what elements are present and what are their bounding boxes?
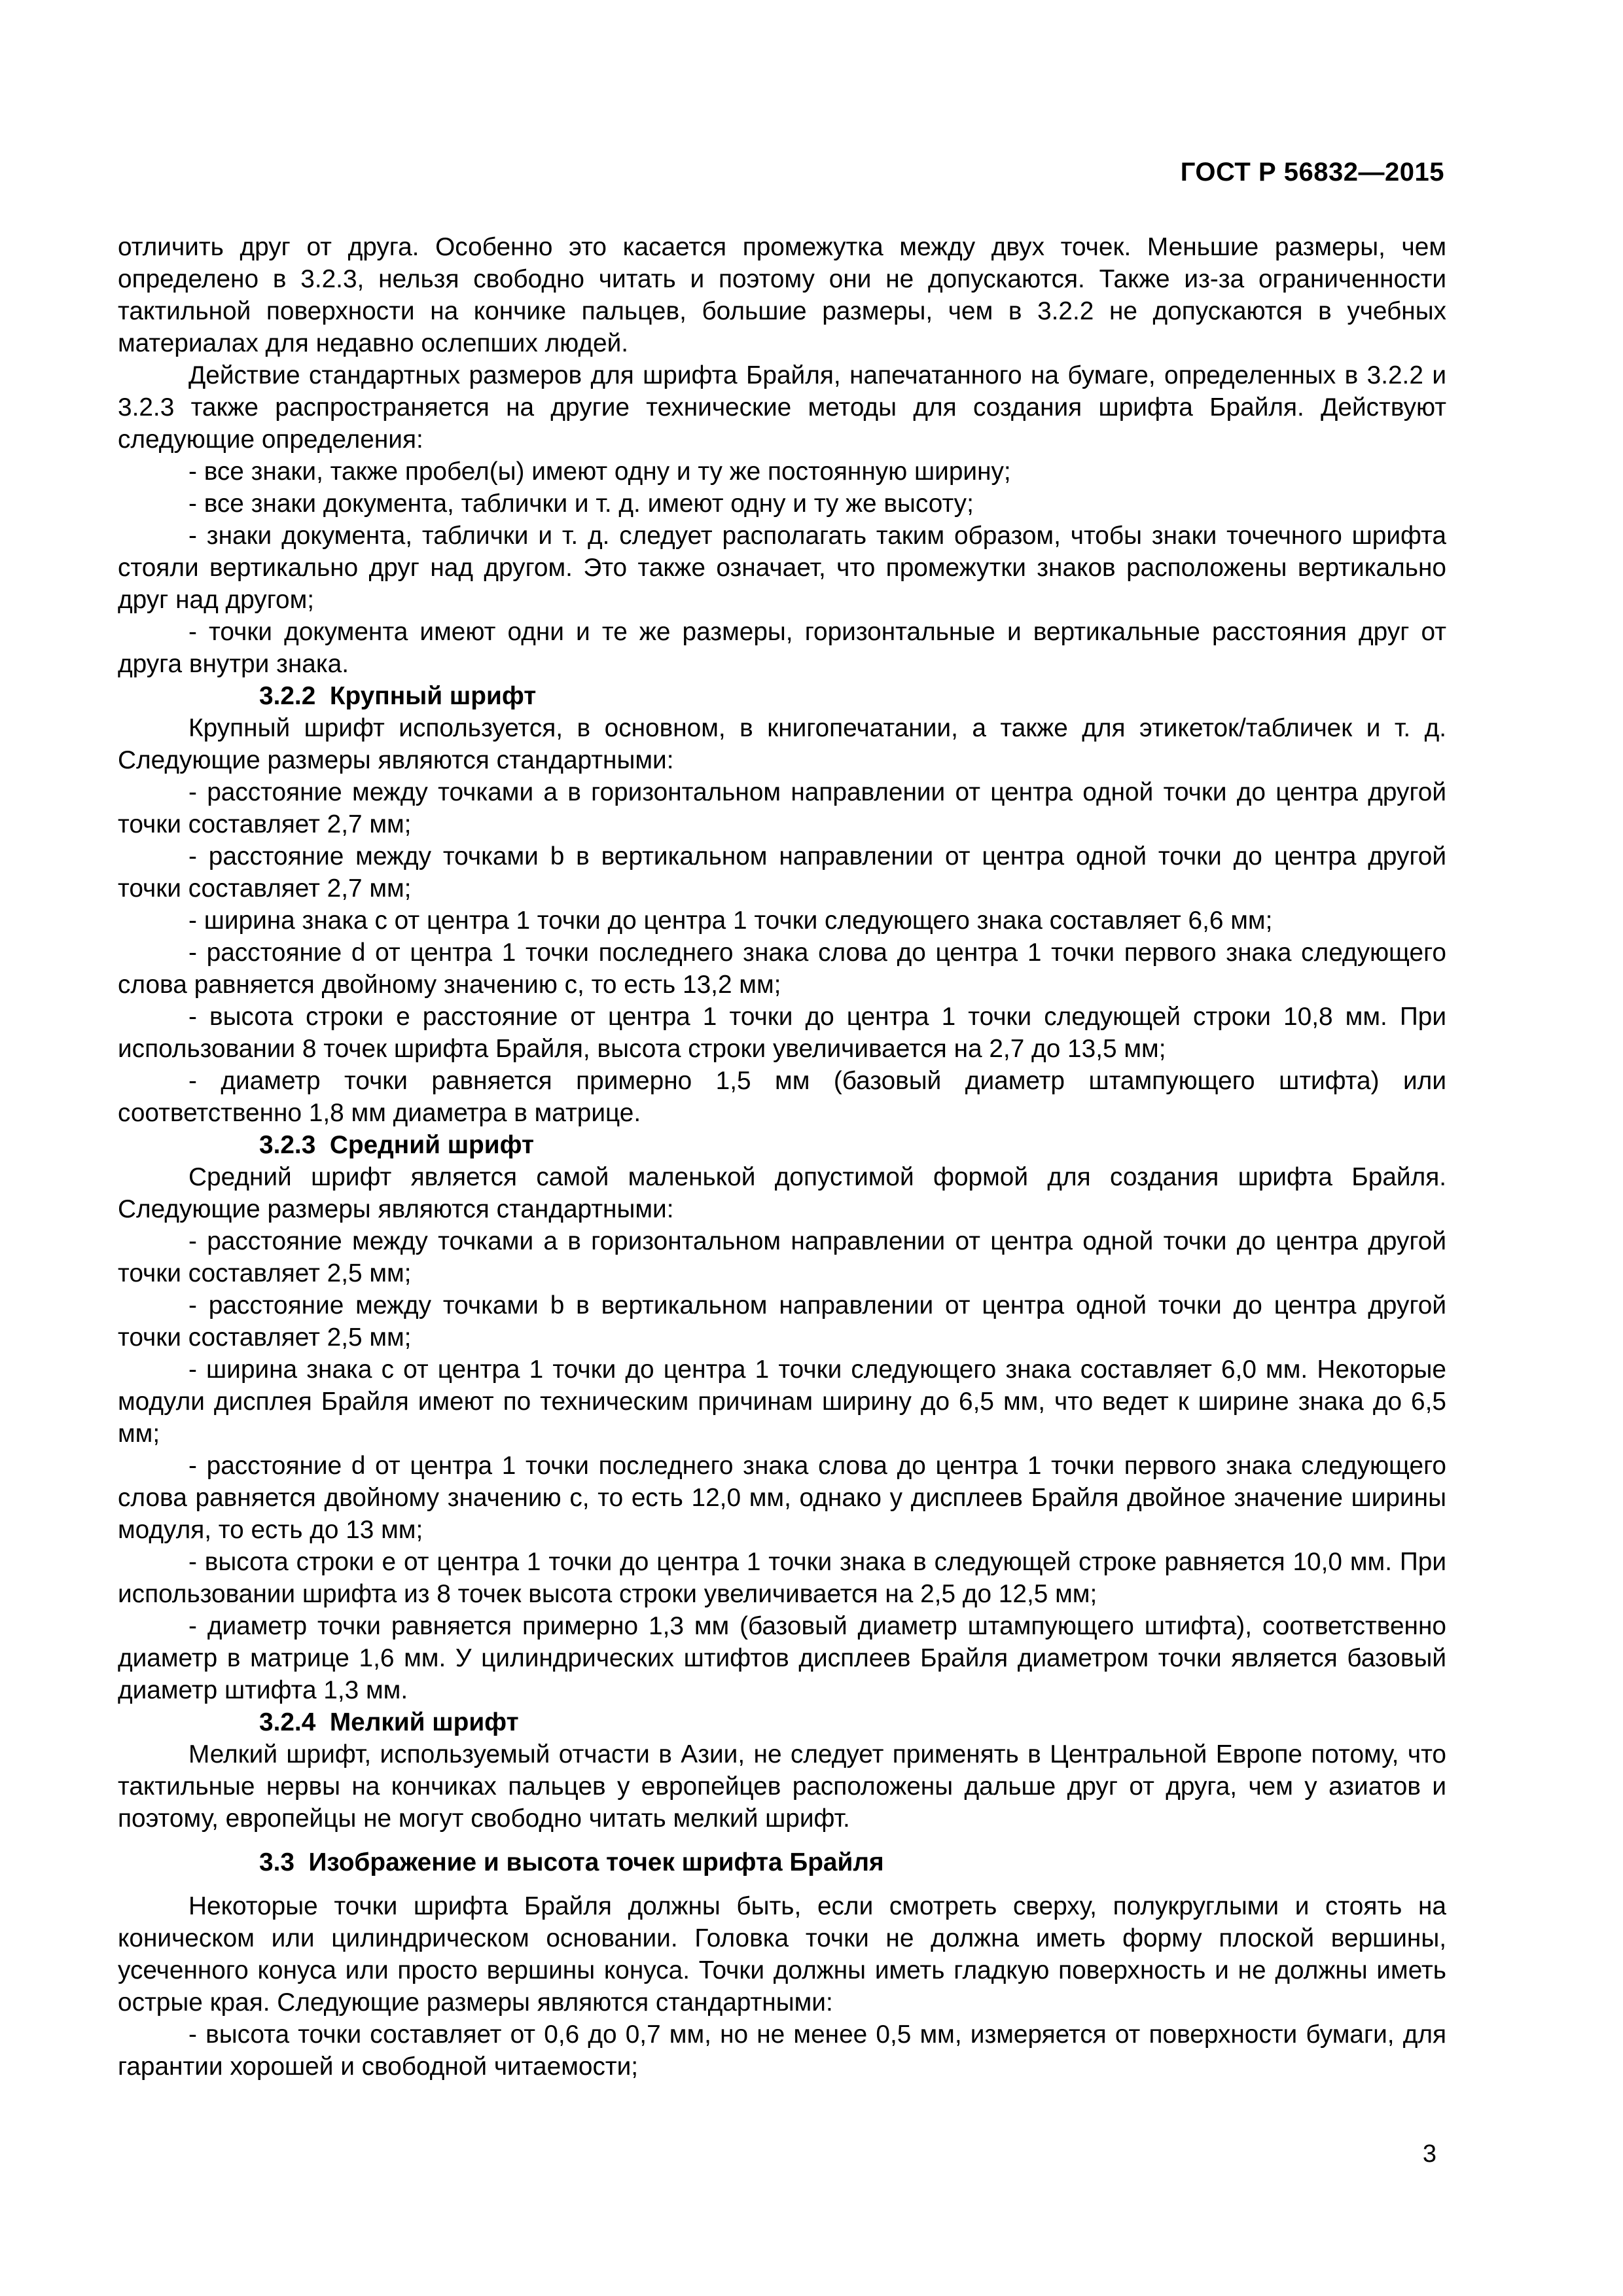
list-item: - расстояние d от центра 1 точки последнего знака слова до центра 1 точки первого знака следующего слова равняется двойному значению с, то есть 13,2 мм;: [118, 939, 1446, 999]
section-number: 3.2.3: [259, 1131, 316, 1159]
list-item: - высота строки е расстояние от центра 1 точки до центра 1 точки следующей строки 10,8 мм. При использовании 8 точек шрифта Брайля, высота строки увеличивается на 2,7 до 13,5 мм;: [118, 1003, 1446, 1063]
section-title: Изображение и высота точек шрифта Брайля: [308, 1848, 884, 1876]
list-item: - знаки документа, таблички и т. д. следует располагать таким образом, чтобы знаки точечного шрифта стояли вертикально друг над другом. Это также означает, что промежутки знаков расположены вертикально друг над другом;: [118, 522, 1446, 614]
section-heading-3-2-2: [118, 680, 1446, 712]
list-item: - все знаки документа, таблички и т. д. имеют одну и ту же высоту;: [188, 490, 974, 518]
list-item: - ширина знака c от центра 1 точки до центра 1 точки следующего знака составляет 6,6 мм;: [188, 906, 1273, 935]
paragraph: Действие стандартных размеров для шрифта Брайля, напечатанного на бумаге, определенных в 3.2.2 и 3.2.3 также распространяется на другие технические методы для создания шрифта Брайля. Действуют следующие определения:: [118, 361, 1446, 454]
section-heading-3-2-3: [118, 1129, 1446, 1161]
page-number: 3: [1422, 2140, 1436, 2168]
paragraph: отличить друг от друга. Особенно это касается промежутка между двух точек. Меньшие размеры, чем определено в 3.2.3, нельзя свободно читать и поэтому они не допускаются. Также из-за ограниченности тактильной поверхности на кончике пальцев, большие размеры, чем в 3.2.2 не допускаются в учебных материалах для недавно ослепших людей.: [118, 233, 1446, 357]
list-item: - высота строки е от центра 1 точки до центра 1 точки знака в следующей строке равняется 10,0 мм. При использовании шрифта из 8 точек высота строки увеличивается на 2,5 до 12,5 мм;: [118, 1548, 1446, 1608]
section-number: 3.2.4: [259, 1708, 316, 1736]
list-item: - расстояние d от центра 1 точки последнего знака слова до центра 1 точки первого знака следующего слова равняется двойному значению с, то есть 12,0 мм, однако у дисплеев Брайля двойное значение ширины модуля, то есть до 13 мм;: [118, 1452, 1446, 1544]
document-header-code: ГОСТ Р 56832—2015: [1180, 158, 1444, 187]
paragraph: Крупный шрифт используется, в основном, в книгопечатании, а также для этикеток/табличек и т. д. Следующие размеры являются стандартными:: [118, 714, 1446, 774]
document-body: [118, 231, 1446, 2083]
list-item: - ширина знака c от центра 1 точки до центра 1 точки следующего знака составляет 6,0 мм. Некоторые модули дисплея Брайля имеют по техническим причинам ширину до 6,5 мм, что ведет к ширине знака до 6,5 мм;: [118, 1355, 1446, 1448]
section-number: 3.3: [259, 1848, 294, 1876]
list-item: - расстояние между точками a в горизонтальном направлении от центра одной точки до центра другой точки составляет 2,5 мм;: [118, 1227, 1446, 1287]
list-item: - все знаки, также пробел(ы) имеют одну и ту же постоянную ширину;: [188, 457, 1011, 486]
list-item: - расстояние между точками a в горизонтальном направлении от центра одной точки до центра другой точки составляет 2,7 мм;: [118, 778, 1446, 838]
list-item: - диаметр точки равняется примерно 1,3 мм (базовый диаметр штампующего штифта), соответственно диаметр в матрице 1,6 мм. У цилиндрических штифтов дисплеев Брайля диаметром точки является базовый диаметр штифта 1,3 мм.: [118, 1612, 1446, 1704]
section-heading-3-2-4: [118, 1706, 1446, 1738]
section-heading-3-3: [118, 1846, 1446, 1878]
section-title: Крупный шрифт: [329, 682, 537, 710]
section-number: 3.2.2: [259, 682, 316, 710]
section-title: Средний шрифт: [329, 1131, 535, 1159]
paragraph: Средний шрифт является самой маленькой допустимой формой для создания шрифта Брайля. Следующие размеры являются стандартными:: [118, 1163, 1446, 1223]
list-item: - высота точки составляет от 0,6 до 0,7 мм, но не менее 0,5 мм, измеряется от поверхности бумаги, для гарантии хорошей и свободной читаемости;: [118, 2020, 1446, 2081]
section-title: Мелкий шрифт: [329, 1708, 519, 1736]
list-item: - точки документа имеют одни и те же размеры, горизонтальные и вертикальные расстояния друг от друга внутри знака.: [118, 618, 1446, 678]
paragraph: Мелкий шрифт, используемый отчасти в Азии, не следует применять в Центральной Европе потому, что тактильные нервы на кончиках пальцев у европейцев расположены дальше друг от друга, чем у азиатов и поэтому, европейцы не могут свободно читать мелкий шрифт.: [118, 1740, 1446, 1833]
list-item: - диаметр точки равняется примерно 1,5 мм (базовый диаметр штампующего штифта) или соответственно 1,8 мм диаметра в матрице.: [118, 1067, 1446, 1127]
list-item: - расстояние между точками b в вертикальном направлении от центра одной точки до центра другой точки составляет 2,5 мм;: [118, 1291, 1446, 1352]
list-item: - расстояние между точками b в вертикальном направлении от центра одной точки до центра другой точки составляет 2,7 мм;: [118, 842, 1446, 903]
paragraph: Некоторые точки шрифта Брайля должны быть, если смотреть сверху, полукруглыми и стоять на коническом или цилиндрическом основании. Головка точки не должна иметь форму плоской вершины, усеченного конуса или просто вершины конуса. Точки должны иметь гладкую поверхность и не должны иметь острые края. Следующие размеры являются стандартными:: [118, 1892, 1446, 2017]
